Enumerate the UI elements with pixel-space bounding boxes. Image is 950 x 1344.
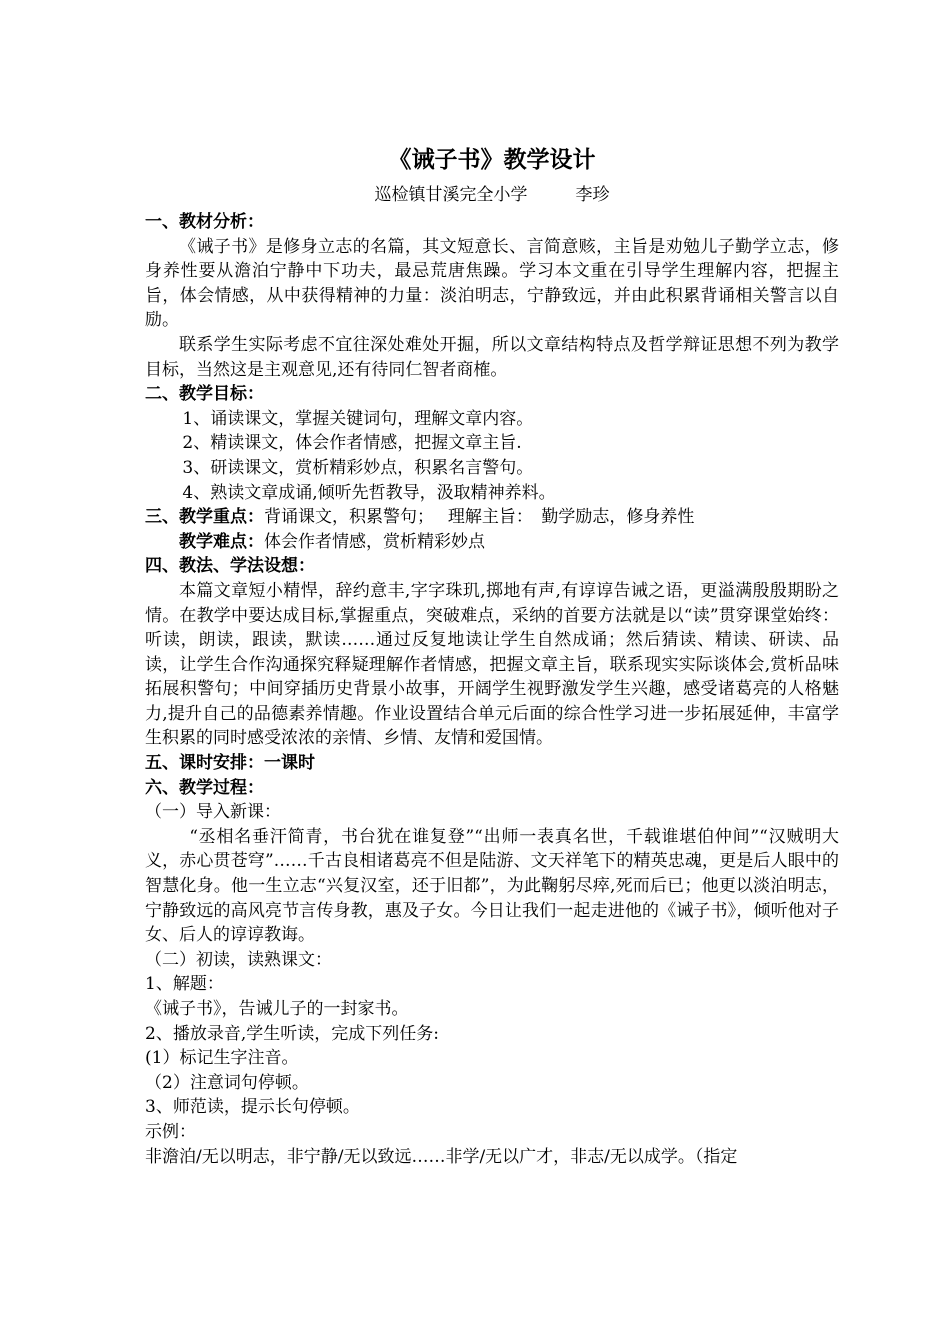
byline-school: 巡检镇甘溪完全小学 xyxy=(374,185,528,205)
process-line-3: 2、播放录音,学生听读，完成下列任务: xyxy=(145,1023,439,1044)
process-line-6: 3、师范读，提示长句停顿。 xyxy=(145,1097,360,1118)
section-4-heading: 四、教法、学法设想： xyxy=(145,556,315,577)
objective-item-2: 2、精读课文，体会作者情感，把握文章主旨. xyxy=(182,433,522,454)
byline xyxy=(145,182,839,208)
section-2-heading: 二、教学目标： xyxy=(145,384,264,405)
section-1-paragraph-1: 《诫子书》是修身立志的名篇，其文短意长、言简意赅，主旨是劝勉儿子勤学立志，修身养性要从澹泊宁静中下功夫，最忌荒唐焦躁。学习本文重在引导学生理解内容，把握主旨，体会情感，从中获得精神的力量：淡泊明志，宁静致远，并由此积累背诵相关警言以自励。 xyxy=(145,236,839,331)
section-1-heading: 一、教材分析： xyxy=(145,212,264,232)
document-title: 《诫子书》教学设计 xyxy=(388,146,596,173)
process-line-2: 《诫子书》，告诫儿子的一封家书。 xyxy=(145,999,409,1019)
section-3-label: 三、教学重点： xyxy=(145,507,264,528)
intro-paragraph: “丞相名垂汗简青，书台犹在谁复登”“出师一表真名世，千载谁堪伯仲间”“汉贼明大义，赤心贯苍穹”……千古良相诸葛亮不但是陆游、文天祥笔下的精英忠魂，更是后人眼中的智慧化身。他一生立志“兴复汉室，还于旧都”，为此鞠躬尽瘁,死而后已；他更以淡泊明志，宁静致远的高风亮节言传身教，惠及子女。今日让我们一起走进他的《诫子书》，倾听他对子女、后人的谆谆教诲。 xyxy=(145,826,839,946)
section-6-heading: 六、教学过程： xyxy=(145,777,264,798)
process-line-4: (1）标记生字注音。 xyxy=(145,1048,299,1069)
section-3-key-points xyxy=(145,505,839,530)
objective-item-4: 4、熟读文章成诵,倾听先哲教导，汲取精神养料。 xyxy=(182,482,556,503)
difficulty-text: 体会作者情感，赏析精彩妙点 xyxy=(264,531,485,552)
process-line-7: 示例： xyxy=(145,1121,196,1142)
subsection-2-heading: （二）初读，读熟课文： xyxy=(145,949,332,970)
process-line-1: 1、解题： xyxy=(145,974,224,995)
process-line-5: （2）注意词句停顿。 xyxy=(145,1072,309,1093)
section-4-paragraph: 本篇文章短小精悍，辞约意丰,字字珠玑,掷地有声,有谆谆告诫之语，更溢满殷殷期盼之情。在教学中要达成目标,掌握重点，突破难点，采纳的首要方法就是以“读”贯穿课堂始终：听读，朗读，跟读，默读……通过反复地读让学生自然成诵；然后猜读、精读、研读、品读，让学生合作沟通探究释疑理解作者情感，把握文章主旨，联系现实实际谈体会,赏析品味拓展积警句；中间穿插历史背景小故事，开阔学生视野激发学生兴趣，感受诸葛亮的人格魅力,提升自己的品德素养情趣。作业设置结合单元后面的综合性学习进一步拓展延伸，丰富学生积累的同时感受浓浓的亲情、乡情、友情和爱国情。 xyxy=(145,580,839,749)
section-3-difficulties xyxy=(145,530,839,555)
document-page xyxy=(145,140,839,1169)
byline-author: 李珍 xyxy=(575,185,610,205)
subsection-1-heading: （一）导入新课： xyxy=(145,802,281,823)
objective-item-1: 1、诵读课文，掌握关键词句，理解文章内容。 xyxy=(182,408,534,429)
section-1-paragraph-2: 联系学生实际考虑不宜往深处难处开掘，所以文章结构特点及哲学辩证思想不列为教学目标，当然这是主观意见,还有待同仁智者商榷。 xyxy=(145,334,839,380)
section-3-text: 背诵课文，积累警句； 理解主旨： 勤学励志，修身养性 xyxy=(264,507,695,528)
process-line-8: 非澹泊/无以明志，非宁静/无以致远……非学/无以广才，非志/无以成学。（指定 xyxy=(145,1146,738,1167)
section-5-heading: 五、课时安排：一课时 xyxy=(145,753,315,774)
difficulty-label: 教学难点： xyxy=(179,531,264,552)
objective-item-3: 3、研读课文，赏析精彩妙点，积累名言警句。 xyxy=(182,457,534,478)
